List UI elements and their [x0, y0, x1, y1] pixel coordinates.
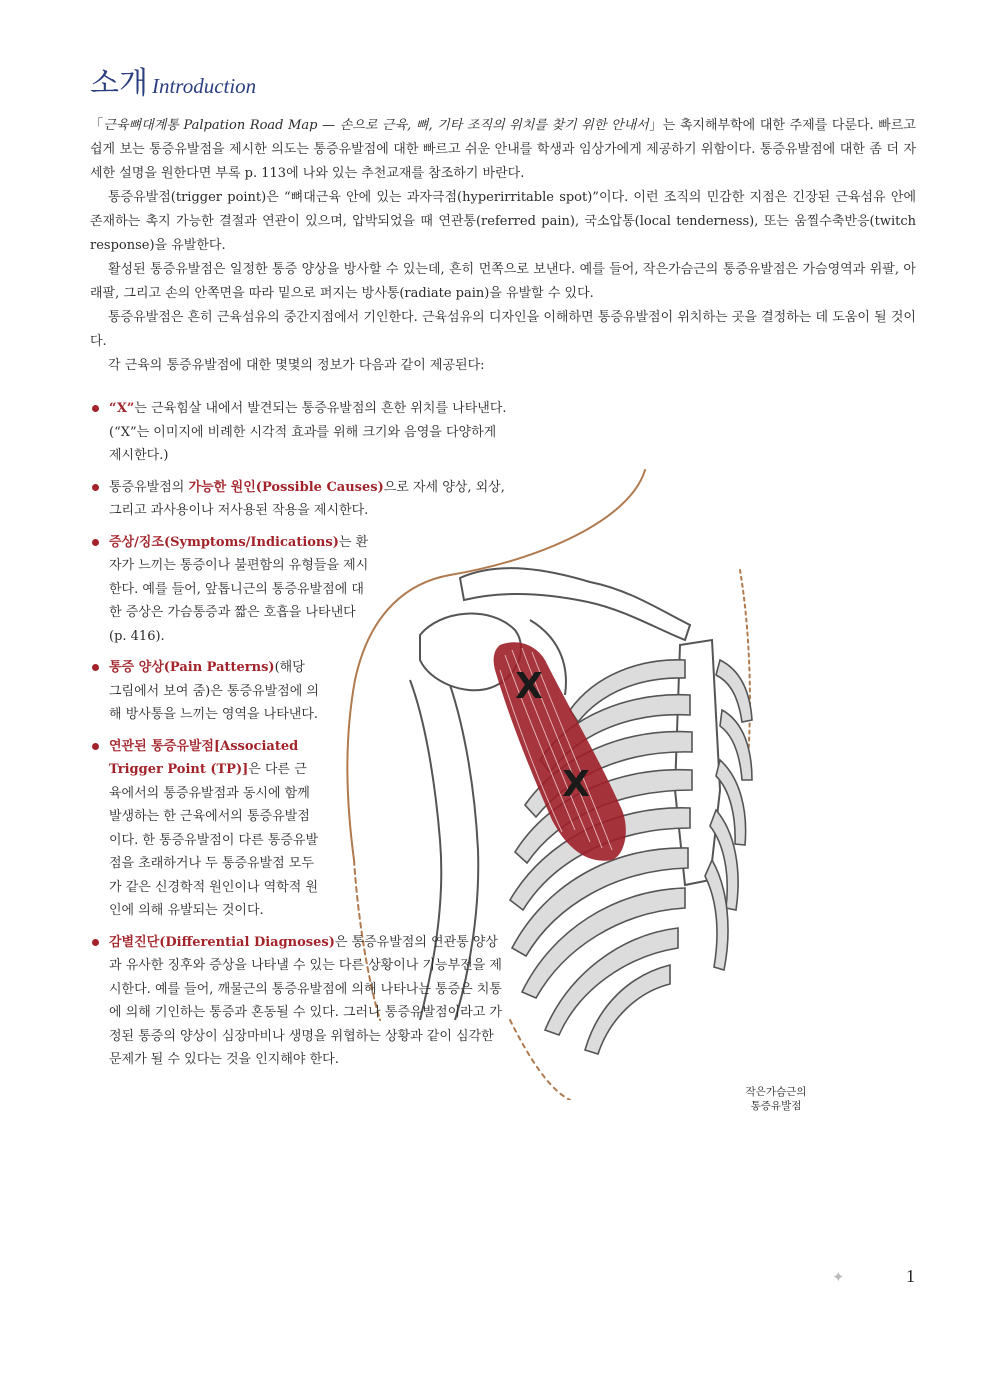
bullet-prefix: 통증유발점의 [109, 479, 189, 495]
book-title-close-bracket: 」 [648, 118, 663, 133]
title-korean: 소개 [90, 66, 148, 101]
book-title-open-bracket: 「 [90, 118, 104, 133]
bullet-term: “X” [109, 401, 135, 416]
bullet-x-marker [90, 397, 509, 468]
bullet-text: 은 통증유발점의 연관통 양상과 유사한 징후와 증상을 나타낼 수 있는 다른 상황이나 기능부전을 제시한다. 예를 들어, 깨물근의 통증유발점에 의해 나타나는 통증은 치통에 의해 기인하는 통증과 혼동될 수 있다. 그러나 통증유발점이라고 가정된 통증의 양상이 심장마비나 생명을 위협하는 상황과 같이 심각한 문제가 될 수 있다는 것을 인지해야 한다. [109, 934, 502, 1067]
figure-caption-line-1: 작은가슴근의 [745, 1086, 807, 1098]
intro-paragraph-4: 통증유발점은 흔히 근육섬유의 중간지점에서 기인한다. 근육섬유의 디자인을 이해하면 통증유발점이 위치하는 곳을 결정하는 데 도움이 될 것이다. [90, 310, 916, 349]
page-number: 1 [906, 1266, 915, 1286]
trigger-point-x-upper: X [515, 666, 543, 707]
bullet-symptoms [90, 531, 371, 649]
bullet-term: 증상/징조(Symptoms/Indications) [109, 534, 339, 550]
intro-paragraph-1 [90, 114, 916, 186]
intro-paragraph-2: 통증유발점(trigger point)은 “뼈대근육 안에 있는 과자극점(hyperirritable spot)”이다. 이런 조직의 민감한 지점은 긴장된 근육섬유 안에 존재하는 촉지 가능한 결절과 연관이 있으며, 압박되었을 때 연관통(referred pain), 국소압통(local tenderness), 또는 움찔수축반응(twitch response)을 유발한다. [90, 190, 916, 253]
bullet-dot [92, 405, 99, 412]
title-english: Introduction [151, 74, 257, 98]
intro-text [90, 114, 916, 378]
book-title: 근육뼈대계통 Palpation Road Map — 손으로 근육, 뼈, 기타 조직의 위치를 찾기 위한 안내서 [103, 118, 649, 133]
intro-paragraph-3: 활성된 통증유발점은 일정한 통증 양상을 방사할 수 있는데, 흔히 먼쪽으로 보낸다. 예를 들어, 작은가슴근의 통증유발점은 가슴영역과 위팔, 아래팔, 그리고 손의 안쪽면을 따라 밑으로 퍼지는 방사통(radiate pain)을 유발할 수 있다. [90, 262, 916, 301]
figure-caption [738, 1085, 814, 1113]
page-ornament-icon: ✦ [832, 1268, 845, 1286]
bullet-text: 으로 자세 양상, 외상, 그리고 과사용이나 저사용된 작용을 제시한다. [109, 479, 505, 518]
intro-paragraph-5: 각 근육의 통증유발점에 대한 몇몇의 정보가 다음과 같이 제공된다: [108, 358, 485, 373]
bullet-dot [92, 484, 99, 491]
intro-paragraph-1-text: 는 촉지해부학에 대한 주제를 다룬다. 빠르고 쉽게 보는 통증유발점을 제시한 의도는 통증유발점에 대한 빠르고 쉬운 안내를 학생과 임상가에게 제공하기 위함이다. 통증유발점에 대한 좀 더 자세한 설명을 원한다면 부록 p. 113에 나와 있는 추천교재를 참조하기 바란다. [90, 118, 916, 181]
bullet-dot [92, 539, 99, 546]
info-bullet-list [90, 397, 510, 1080]
bullet-associated-trigger-point [90, 735, 319, 923]
bullet-term: 통증 양상(Pain Patterns) [109, 660, 275, 675]
bullet-text: 는 환자가 느끼는 통증이나 불편함의 유형들을 제시한다. 예를 들어, 앞톱니근의 통증유발점에 대한 증상은 가슴통증과 짧은 호흡을 나타낸다(p. 416). [109, 534, 369, 644]
bullet-term: 연관된 통증유발점[Associated Trigger Point (TP)] [109, 738, 299, 777]
bullet-text: 은 다른 근육에서의 통증유발점과 동시에 함께 발생하는 한 근육에서의 통증유발점이다. 한 통증유발점이 다른 통증유발점을 초래하거나 두 통증유발점 모두가 같은 신경학적 원인이나 역학적 원인에 의해 유발되는 것이다. [109, 762, 319, 918]
bullet-pain-patterns [90, 656, 319, 727]
bullet-dot [92, 939, 99, 946]
bullet-text: 는 근육힘살 내에서 발견되는 통증유발점의 흔한 위치를 나타낸다. (“X”는 이미지에 비례한 시각적 효과를 위해 크기와 음영을 다양하게 제시한다.) [109, 401, 507, 463]
bullet-term: 감별진단(Differential Diagnoses) [109, 934, 335, 950]
bullet-term: 가능한 원인(Possible Causes) [188, 479, 384, 495]
figure-caption-line-2: 통증유발점 [750, 1100, 802, 1112]
page-title [90, 58, 256, 102]
bullet-dot [92, 743, 99, 750]
bullet-text: (해당 그림에서 보여 줌)은 통증유발점에 의해 방사통을 느끼는 영역을 나타낸다. [109, 660, 319, 722]
bullet-differential-diagnoses [90, 931, 509, 1072]
trigger-point-x-lower: X [562, 764, 590, 805]
bullet-dot [92, 664, 99, 671]
bullet-possible-causes [90, 476, 509, 523]
